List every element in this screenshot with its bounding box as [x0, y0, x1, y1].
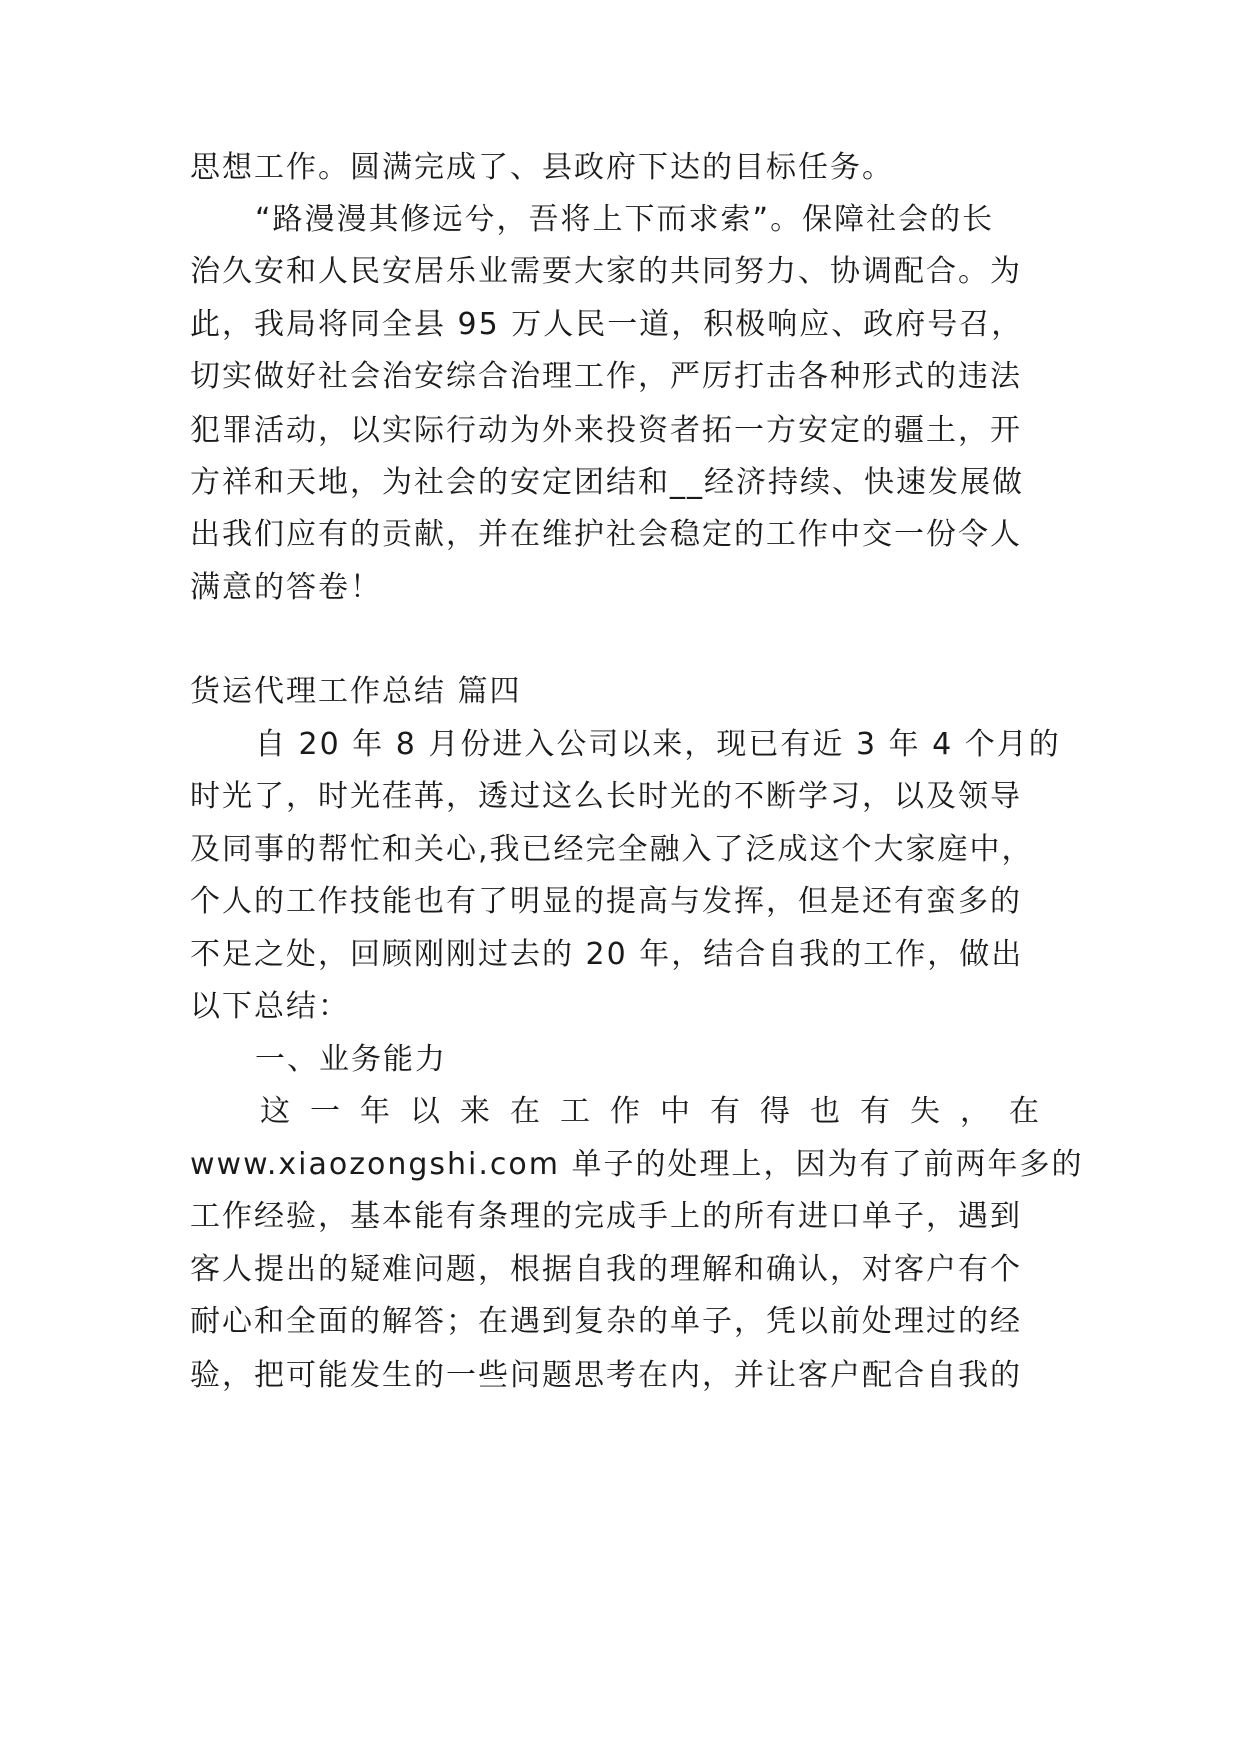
text-line-6: 犯罪活动，以实际行动为外来投资者拓一方安定的疆土，开 [190, 413, 1022, 448]
text-line-22: 耐心和全面的解答；在遇到复杂的单子，凭以前处理过的经 [190, 1304, 1022, 1339]
text-line-2: “路漫漫其修远兮，吾将上下而求索”。保障社会的长 [255, 202, 995, 237]
spread-word: 一 [310, 1094, 340, 1129]
section-heading: 货运代理工作总结 篇四 [190, 674, 522, 709]
spread-word: 年 [360, 1094, 390, 1129]
text-line-spread [255, 1092, 1044, 1132]
text-line-21: 客人提出的疑难问题，根据自我的理解和确认，对客户有个 [190, 1252, 1022, 1287]
text-line-7: 方祥和天地，为社会的安定团结和__经济持续、快速发展做 [190, 465, 1024, 500]
spread-word: 在 [1009, 1094, 1039, 1129]
spread-word: 以 [410, 1094, 440, 1129]
text-line-1: 思想工作。圆满完成了、县政府下达的目标任务。 [190, 150, 894, 185]
spread-word: 这 [260, 1094, 290, 1129]
text-line-3: 治久安和人民安居乐业需要大家的共同努力、协调配合。为 [190, 254, 1022, 289]
text-line-12: 时光了，时光荏苒，透过这么长时光的不断学习，以及领导 [190, 779, 1022, 814]
text-line-15: 不足之处，回顾刚刚过去的 20 年，结合自我的工作，做出 [190, 937, 1024, 972]
spread-word: 工 [560, 1094, 590, 1129]
spread-word: 中 [660, 1094, 690, 1129]
spread-word: 也 [810, 1094, 840, 1129]
spread-word: ， [960, 1094, 990, 1129]
text-line-16: 以下总结： [190, 989, 350, 1024]
text-line-11: 自 20 年 8 月份进入公司以来，现已有近 3 年 4 个月的 [255, 727, 1061, 762]
spread-word: 来 [460, 1094, 490, 1129]
spread-word: 作 [610, 1094, 640, 1129]
text-line-23: 验，把可能发生的一些问题思考在内，并让客户配合自我的 [190, 1358, 1022, 1393]
spread-word: 得 [760, 1094, 790, 1129]
spread-word: 有 [710, 1094, 740, 1129]
text-line-8: 出我们应有的贡献，并在维护社会稳定的工作中交一份令人 [190, 517, 1022, 552]
text-line-20: 工作经验，基本能有条理的完成手上的所有进口单子，遇到 [190, 1199, 1022, 1234]
subheading-business-ability: 一、业务能力 [255, 1042, 447, 1077]
text-line-14: 个人的工作技能也有了明显的提高与发挥，但是还有蛮多的 [190, 884, 1022, 919]
spread-word: 在 [510, 1094, 540, 1129]
text-line-5: 切实做好社会治安综合治理工作，严厉打击各种形式的违法 [190, 359, 1022, 394]
text-line-19: www.xiaozongshi.com 单子的处理上，因为有了前两年多的 [190, 1147, 1084, 1182]
text-line-13: 及同事的帮忙和关心,我已经完全融入了泛成这个大家庭中， [190, 832, 1034, 867]
spread-word: 失 [910, 1094, 940, 1129]
spread-word: 有 [860, 1094, 890, 1129]
text-line-9: 满意的答卷！ [190, 570, 382, 605]
text-line-4: 此，我局将同全县 95 万人民一道，积极响应、政府号召， [190, 307, 1024, 342]
